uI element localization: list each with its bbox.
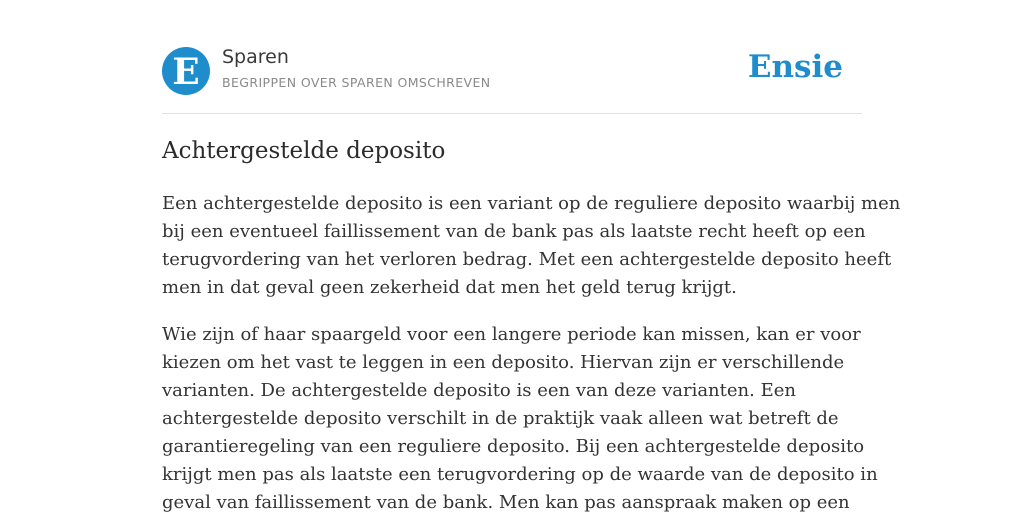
- site-title[interactable]: Sparen: [222, 46, 289, 68]
- article-paragraph: [162, 321, 878, 512]
- paragraph-line: geval van faillissement van de bank. Men kan pas aanspraak maken op een: [162, 492, 850, 512]
- main-content: [162, 0, 901, 512]
- site-subtitle: BEGRIPPEN OVER SPAREN OMSCHREVEN: [222, 75, 491, 90]
- paragraph-line: terugvordering van het verloren bedrag. Met een achtergestelde deposito heeft: [162, 249, 892, 270]
- paragraph-line: Wie zijn of haar spaargeld voor een langere periode kan missen, kan er voor: [162, 324, 861, 345]
- paragraph-line: krijgt men pas als laatste een terugvordering op de waarde van de deposito in: [162, 464, 878, 485]
- paragraph-line: garantieregeling van een reguliere deposito. Bij een achtergestelde deposito: [162, 436, 865, 457]
- site-header: [162, 0, 862, 114]
- article-paragraph: [162, 190, 901, 302]
- brand-logo-link[interactable]: Ensie: [747, 49, 843, 85]
- article-title: Achtergestelde deposito: [162, 138, 446, 164]
- logo-letter: E: [172, 50, 200, 93]
- paragraph-line: bij een eventueel faillissement van de bank pas als laatste recht heeft op een: [162, 221, 866, 242]
- paragraph-line: kiezen om het vast te leggen in een deposito. Hiervan zijn er verschillende: [162, 352, 845, 373]
- paragraph-line: men in dat geval geen zekerheid dat men het geld terug krijgt.: [162, 277, 737, 298]
- paragraph-line: achtergestelde deposito verschilt in de praktijk vaak alleen wat betreft de: [162, 408, 839, 429]
- paragraph-line: Een achtergestelde deposito is een variant op de reguliere deposito waarbij men: [162, 193, 901, 214]
- paragraph-line: varianten. De achtergestelde deposito is een van deze varianten. Een: [162, 380, 796, 401]
- logo-icon[interactable]: [162, 47, 210, 95]
